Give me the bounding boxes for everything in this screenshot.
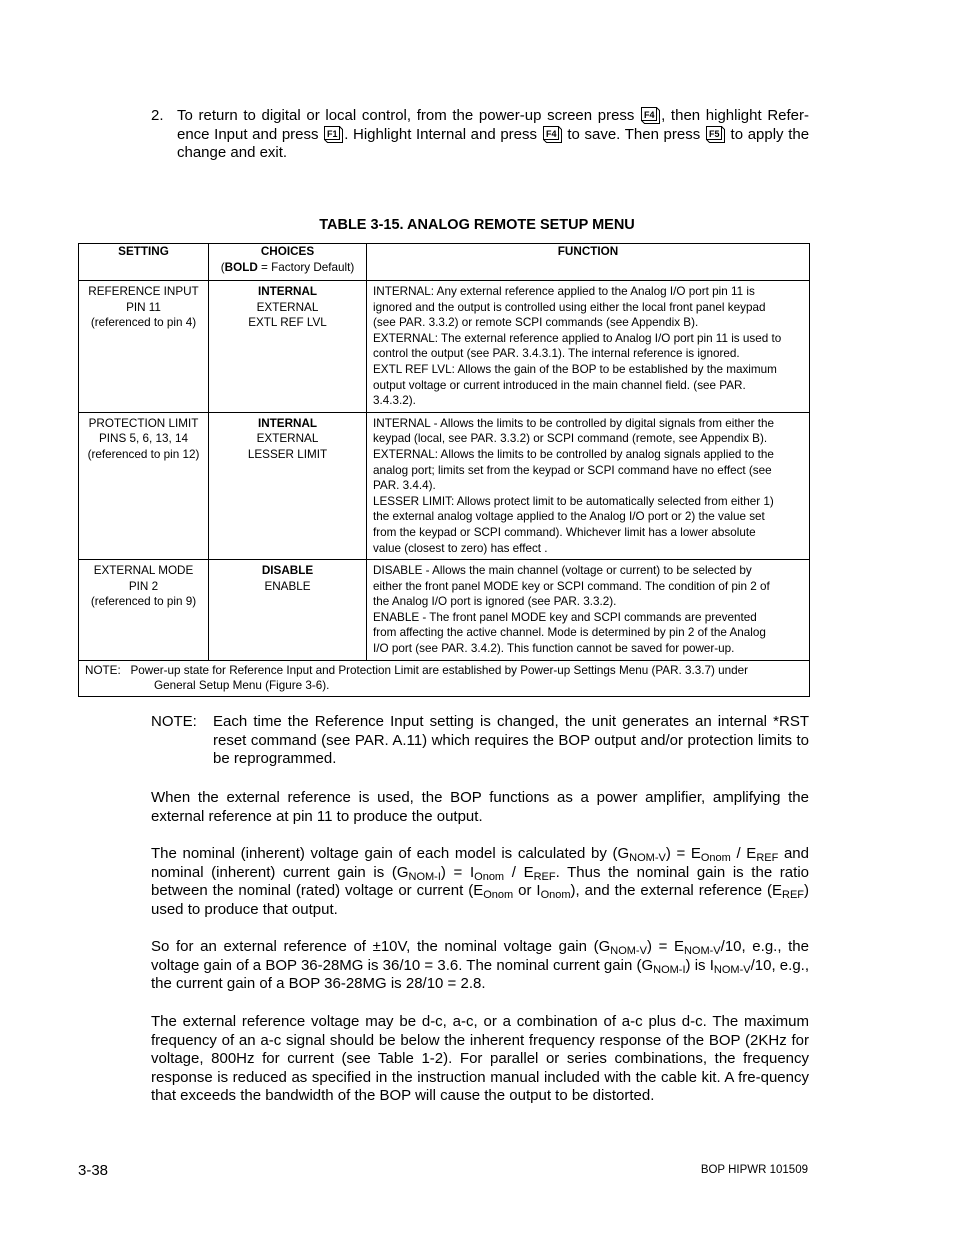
paragraph-nominal-gain: The nominal (inherent) voltage gain of each model is calculated by $(G_{NOM-V}) = E_{Onom} / E_{REF}$ and nominal (inherent) current gain is $(G_{NOM-I}) = I_{Onom} / E_{REF}$. Thus the nominal gain is the ratio between the nominal (rated) voltage or current ($E_{Onom}$ or $I_{Onom}$), and the external reference $(E_{REF})$ used to produce that output. xyxy=(151,845,809,918)
note-label: NOTE: xyxy=(151,713,197,730)
header-setting: SETTING xyxy=(79,244,209,281)
table-row xyxy=(79,412,810,559)
document-id: BOP HIPWR 101509 xyxy=(700,1164,808,1176)
function-cell: DISABLE - Allows the main channel (voltage or current) to be selected by either the front panel MODE key or SCPI command. The condition of pin 2 of the Analog I/O port is ignored (see PAR. 3.3.2). ENABLE - The front panel MODE key and SCPI commands are prevented from affecting the active channel. Mode is determined by pin 2 of the Analog I/O port (see PAR. 3.4.2). This function cannot be saved for power-up. xyxy=(367,560,810,661)
table-header-row xyxy=(79,244,810,281)
page-number: 3-38 xyxy=(78,1162,109,1179)
choices-cell: DISABLE ENABLE xyxy=(209,560,367,661)
f4-key-icon xyxy=(543,126,562,143)
svg-text:F4: F4 xyxy=(545,128,557,139)
header-function: FUNCTION xyxy=(367,244,810,281)
paragraph-gain-example: So for an external reference of ±10V, the nominal voltage gain $(G_{NOM-V}) = E_{NOM-V}/10$, e.g., the voltage gain of a BOP 36-28MG is 36/10 = 3.6. The nominal current gain $(G_{NOM-I})$ is $I_{NOM-V}/10$, e.g., the current gain of a BOP 36-28MG is 28/10 = 2.8. xyxy=(151,938,809,992)
step-number: 2. xyxy=(151,107,164,124)
setting-cell: EXTERNAL MODE PIN 2 (referenced to pin 9) xyxy=(79,560,209,661)
step-text: To return to digital or local control, from the power-up screen press F4 , then highlight Refer-ence Input and press F1 . Highlight Internal and press F4 to save. Then press F5 to apply the change and exit. xyxy=(177,107,810,161)
header-choices: CHOICES (BOLD = Factory Default) xyxy=(209,244,367,281)
table-note: NOTE: Power-up state for Reference Input and Protection Limit are established by Power-up Settings Menu (PAR. 3.3.7) under General Setup Menu (Figure 3-6). xyxy=(79,660,810,696)
table-row xyxy=(79,281,810,413)
table-title: TABLE 3-15. ANALOG REMOTE SETUP MENU xyxy=(319,217,635,233)
choices-cell: INTERNAL EXTERNAL EXTL REF LVL xyxy=(209,281,367,413)
svg-text:F4: F4 xyxy=(644,110,655,120)
function-cell: INTERNAL - Allows the limits to be controlled by digital signals from either the keypad (local, see PAR. 3.3.2) or SCPI command (remote, see Appendix B). EXTERNAL: Allows the limits to be controlled by analog signals applied to the analog port; limits set from the keypad or SCPI command have no effect (see PAR. 3.4.4). LESSER LIMIT: Allows protect limit to be automatically selected from either 1) the external analog voltage applied to the Analog I/O port or 2) the value set from the keypad or SCPI command). Whichever limit has a lower absolute value (closest to zero) has effect . xyxy=(367,412,810,559)
choices-cell: INTERNAL EXTERNAL LESSER LIMIT xyxy=(209,412,367,559)
paragraph-reference-voltage: The external reference voltage may be d-c, a-c, or a combination of a-c plus d-c. The maximum frequency of an a-c signal should be below the inherent frequency response of the BOP (2KHz for voltage, 800Hz for current (see Table 1-2). For parallel or series combinations, the frequency response is reduced as specified in the instruction manual included with the cable kit. A fre-quency that exceeds the bandwidth of the BOP will cause the output to be distorted. xyxy=(151,1013,809,1104)
table-note-row xyxy=(79,660,810,696)
table-row xyxy=(79,560,810,661)
f4-key-icon xyxy=(641,107,660,124)
function-cell: INTERNAL: Any external reference applied to the Analog I/O port pin 11 is ignored and the output is controlled using either the local front panel keypad (see PAR. 3.3.2) or remote SCPI commands (see Appendix B). EXTERNAL: The external reference applied to Analog I/O port pin 11 is used to control the output (see PAR. 3.4.3.1). The internal reference is ignored. EXTL REF LVL: Allows the gain of the BOP to be established by the maximum output voltage or current introduced in the main channel field. (see PAR. 3.4.3.2). xyxy=(367,281,810,413)
setting-cell: REFERENCE INPUT PIN 11 (referenced to pin 4) xyxy=(79,281,209,413)
paragraph-external-reference: When the external reference is used, the BOP functions as a power amplifier, amplifying the external reference at pin 11 to produce the output. xyxy=(151,789,809,825)
f1-key-icon xyxy=(324,126,343,143)
f5-key-icon xyxy=(706,126,725,143)
analog-remote-setup-table xyxy=(78,243,810,697)
setting-cell: PROTECTION LIMIT PINS 5, 6, 13, 14 (referenced to pin 12) xyxy=(79,412,209,559)
note-text: Each time the Reference Input setting is changed, the unit generates an internal *RST reset command (see PAR. A.11) which requires the BOP output and/or protection limits to be reprogrammed. xyxy=(213,713,809,767)
svg-text:F5: F5 xyxy=(708,128,720,139)
svg-text:F1: F1 xyxy=(327,128,338,139)
